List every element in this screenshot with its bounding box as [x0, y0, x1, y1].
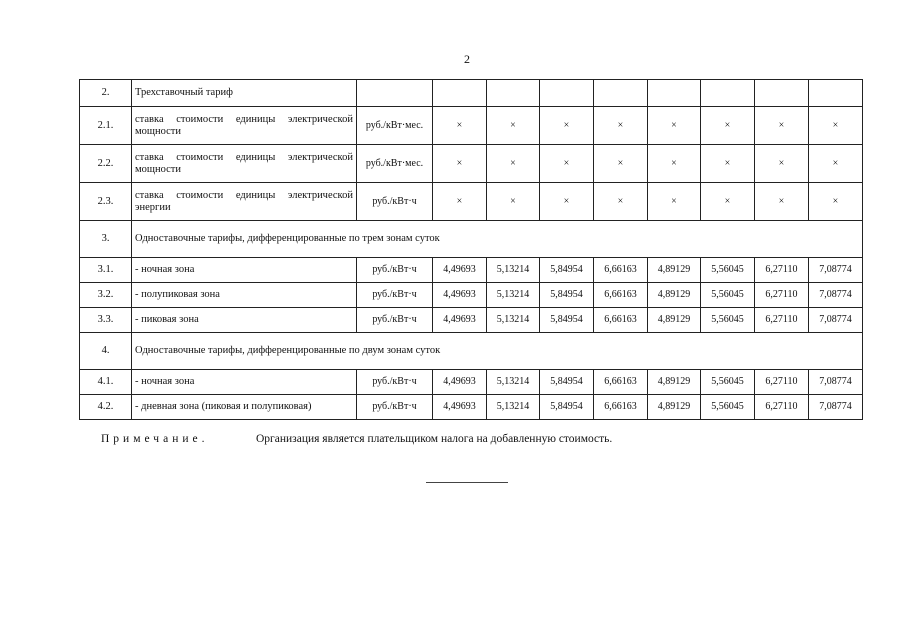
value-cell: 5,13214	[487, 283, 540, 308]
row-name: ставка стоимости единицы электрической мощности	[132, 145, 357, 183]
row-number: 2.	[80, 80, 132, 107]
cross-mark: ×	[755, 183, 809, 221]
value-cell: 5,56045	[701, 283, 755, 308]
cross-mark: ×	[755, 145, 809, 183]
value-cell	[540, 80, 594, 107]
value-cell: 4,89129	[648, 258, 701, 283]
row-number: 4.	[80, 333, 132, 370]
cross-mark: ×	[648, 183, 701, 221]
value-cell: 7,08774	[809, 370, 863, 395]
table-row	[80, 333, 863, 370]
unit-cell: руб./кВт·ч	[357, 258, 433, 283]
section-title: Одноставочные тарифы, дифференцированные по трем зонам суток	[132, 221, 863, 258]
cross-mark: ×	[433, 183, 487, 221]
value-cell: 7,08774	[809, 283, 863, 308]
cross-mark: ×	[540, 107, 594, 145]
row-number: 3.	[80, 221, 132, 258]
cross-mark: ×	[594, 107, 648, 145]
value-cell: 7,08774	[809, 258, 863, 283]
page-number: 2	[464, 52, 470, 66]
table-row	[80, 370, 863, 395]
table-row	[80, 183, 863, 221]
value-cell: 5,56045	[701, 395, 755, 420]
row-name: - пиковая зона	[132, 308, 357, 333]
note-text: Организация является плательщиком налога на добавленную стоимость.	[256, 433, 613, 445]
cross-mark: ×	[701, 107, 755, 145]
value-cell: 5,56045	[701, 370, 755, 395]
tariff-table	[79, 79, 863, 420]
value-cell: 7,08774	[809, 308, 863, 333]
value-cell: 5,13214	[487, 308, 540, 333]
table-row	[80, 308, 863, 333]
cross-mark: ×	[809, 107, 863, 145]
unit-cell: руб./кВт·ч	[357, 308, 433, 333]
value-cell: 4,49693	[433, 370, 487, 395]
cross-mark: ×	[540, 183, 594, 221]
cross-mark: ×	[487, 183, 540, 221]
table-row	[80, 145, 863, 183]
unit-cell: руб./кВт·ч	[357, 395, 433, 420]
cross-mark: ×	[809, 145, 863, 183]
value-cell: 5,84954	[540, 258, 594, 283]
cross-mark: ×	[487, 107, 540, 145]
value-cell: 4,49693	[433, 283, 487, 308]
cross-mark: ×	[540, 145, 594, 183]
value-cell: 4,89129	[648, 370, 701, 395]
cross-mark: ×	[487, 145, 540, 183]
value-cell: 6,27110	[755, 308, 809, 333]
row-number: 2.1.	[80, 107, 132, 145]
value-cell: 5,56045	[701, 308, 755, 333]
cross-mark: ×	[433, 107, 487, 145]
value-cell: 4,49693	[433, 258, 487, 283]
value-cell: 6,27110	[755, 370, 809, 395]
value-cell: 5,13214	[487, 370, 540, 395]
table-row	[80, 258, 863, 283]
value-cell: 6,66163	[594, 308, 648, 333]
row-number: 3.3.	[80, 308, 132, 333]
value-cell: 5,13214	[487, 395, 540, 420]
cross-mark: ×	[594, 145, 648, 183]
value-cell: 6,66163	[594, 258, 648, 283]
cross-mark: ×	[755, 107, 809, 145]
cross-mark: ×	[648, 107, 701, 145]
row-name: ставка стоимости единицы электрической мощности	[132, 107, 357, 145]
end-rule	[426, 482, 508, 483]
table-row	[80, 283, 863, 308]
value-cell	[648, 80, 701, 107]
unit-cell: руб./кВт·ч	[357, 283, 433, 308]
table-row	[80, 80, 863, 107]
row-name: - полупиковая зона	[132, 283, 357, 308]
cross-mark: ×	[594, 183, 648, 221]
unit-cell: руб./кВт·ч	[357, 370, 433, 395]
cross-mark: ×	[648, 145, 701, 183]
value-cell: 6,66163	[594, 283, 648, 308]
row-name: Трехставочный тариф	[132, 80, 357, 107]
unit-cell: руб./кВт·мес.	[357, 145, 433, 183]
value-cell: 6,66163	[594, 370, 648, 395]
value-cell: 6,27110	[755, 283, 809, 308]
value-cell: 5,84954	[540, 370, 594, 395]
value-cell: 6,27110	[755, 395, 809, 420]
table-row	[80, 107, 863, 145]
row-number: 2.2.	[80, 145, 132, 183]
value-cell: 4,89129	[648, 283, 701, 308]
cross-mark: ×	[701, 183, 755, 221]
cross-mark: ×	[433, 145, 487, 183]
row-number: 4.1.	[80, 370, 132, 395]
row-number: 3.1.	[80, 258, 132, 283]
table-row	[80, 395, 863, 420]
value-cell: 5,84954	[540, 395, 594, 420]
row-name: ставка стоимости единицы электрической энергии	[132, 183, 357, 221]
row-number: 2.3.	[80, 183, 132, 221]
unit-cell: руб./кВт·ч	[357, 183, 433, 221]
value-cell: 5,84954	[540, 308, 594, 333]
row-number: 4.2.	[80, 395, 132, 420]
value-cell: 4,89129	[648, 395, 701, 420]
value-cell: 7,08774	[809, 395, 863, 420]
value-cell: 4,89129	[648, 308, 701, 333]
value-cell	[487, 80, 540, 107]
unit-cell: руб./кВт·мес.	[357, 107, 433, 145]
value-cell: 5,56045	[701, 258, 755, 283]
value-cell: 6,27110	[755, 258, 809, 283]
cross-mark: ×	[701, 145, 755, 183]
value-cell: 6,66163	[594, 395, 648, 420]
tariff-table-body	[80, 80, 863, 420]
value-cell	[755, 80, 809, 107]
value-cell: 5,84954	[540, 283, 594, 308]
value-cell	[809, 80, 863, 107]
value-cell: 4,49693	[433, 395, 487, 420]
value-cell: 4,49693	[433, 308, 487, 333]
row-name: - ночная зона	[132, 258, 357, 283]
row-name: - ночная зона	[132, 370, 357, 395]
row-number: 3.2.	[80, 283, 132, 308]
unit-cell	[357, 80, 433, 107]
section-title: Одноставочные тарифы, дифференцированные по двум зонам суток	[132, 333, 863, 370]
row-name: - дневная зона (пиковая и полупиковая)	[132, 395, 357, 420]
value-cell	[433, 80, 487, 107]
value-cell: 5,13214	[487, 258, 540, 283]
value-cell	[701, 80, 755, 107]
note-label: Примечание.	[101, 433, 209, 445]
table-row	[80, 221, 863, 258]
value-cell	[594, 80, 648, 107]
cross-mark: ×	[809, 183, 863, 221]
